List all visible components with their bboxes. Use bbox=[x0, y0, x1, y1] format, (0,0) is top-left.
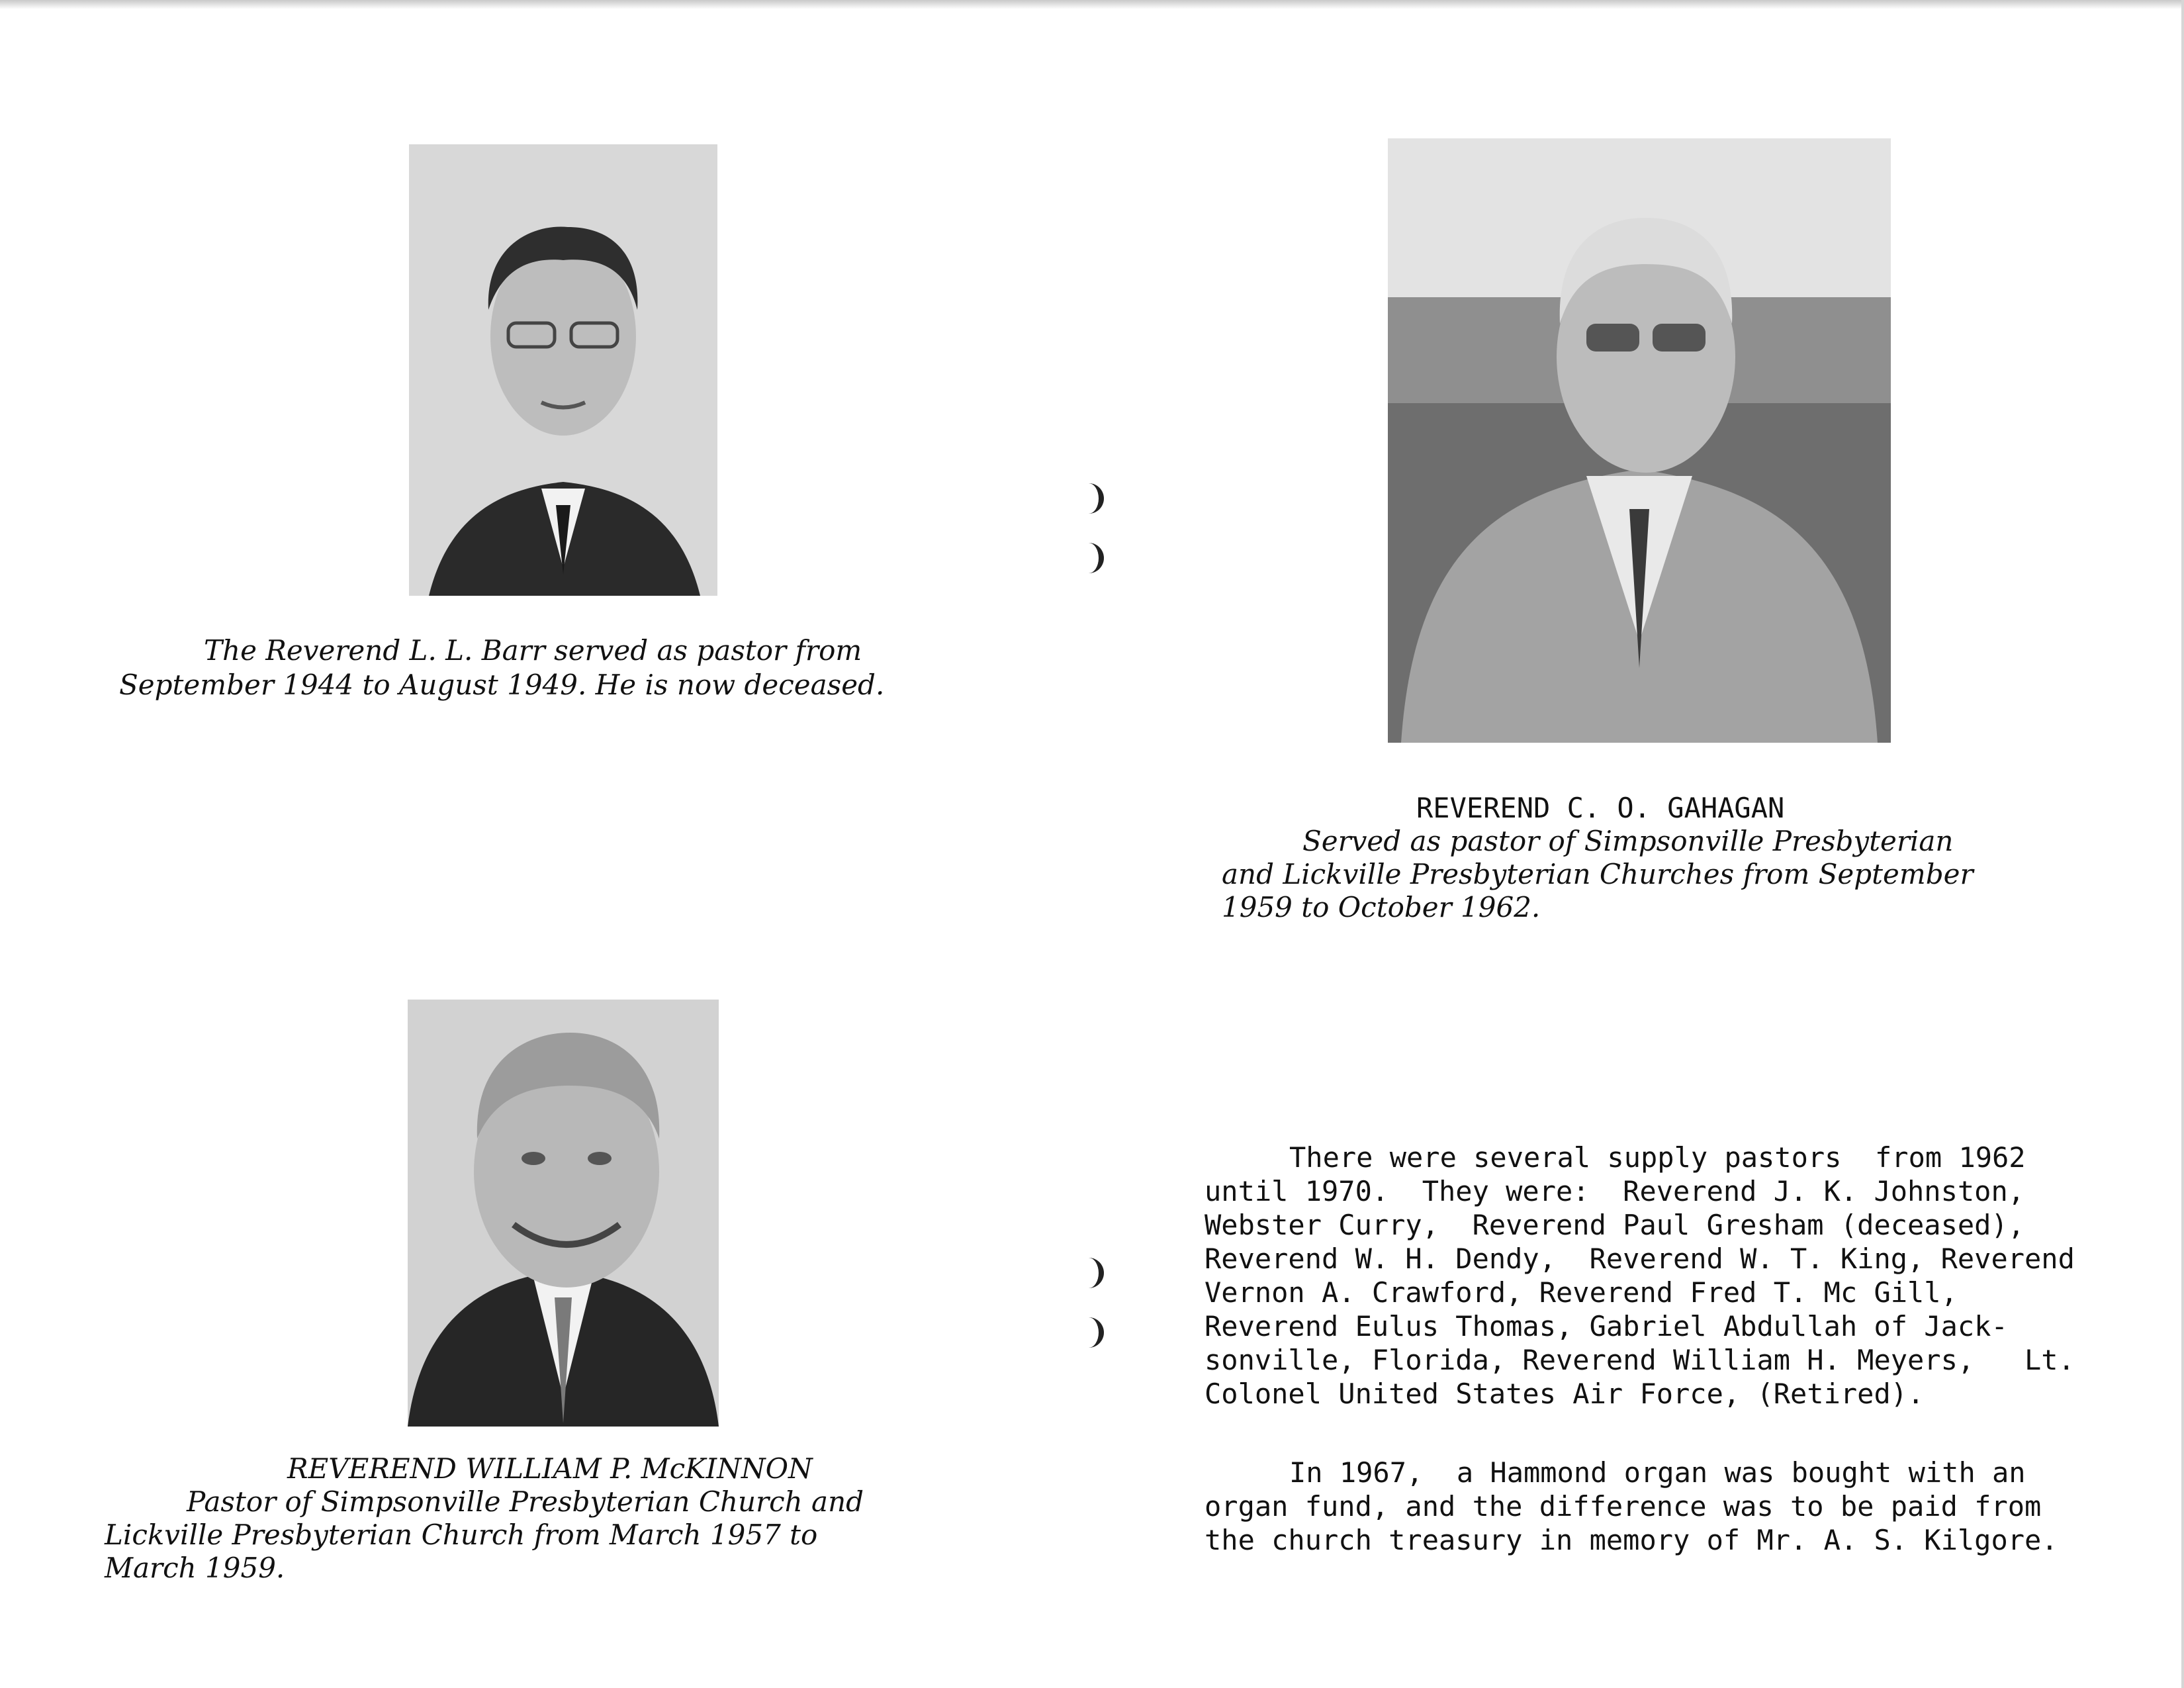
caption-mckinnon-line-1: Pastor of Simpsonville Presbyterian Church and bbox=[187, 1485, 864, 1518]
organ-paragraph-line-2: organ fund, and the difference was to be paid from bbox=[1205, 1490, 2042, 1523]
page-top-edge bbox=[0, 0, 2184, 9]
binder-ring bbox=[1085, 1317, 1104, 1348]
supply-pastors-line-5: Vernon A. Crawford, Reverend Fred T. Mc Gill, bbox=[1205, 1276, 1958, 1309]
organ-paragraph-line-1: In 1967, a Hammond organ was bought with an bbox=[1289, 1456, 2026, 1489]
caption-barr-line-2: September 1944 to August 1949. He is now deceased. bbox=[119, 669, 885, 701]
caption-gahagan-line-3: 1959 to October 1962. bbox=[1222, 891, 1541, 923]
photo-gahagan bbox=[1388, 138, 1891, 743]
caption-barr-line-1: The Reverend L. L. Barr served as pastor from bbox=[204, 634, 862, 667]
supply-pastors-line-4: Reverend W. H. Dendy, Reverend W. T. King, Reverend bbox=[1205, 1243, 2075, 1275]
supply-pastors-line-1: There were several supply pastors from 1962 bbox=[1289, 1141, 2026, 1174]
supply-pastors-line-3: Webster Curry, Reverend Paul Gresham (deceased), bbox=[1205, 1209, 2025, 1241]
caption-gahagan-line-1: Served as pastor of Simpsonville Presbyterian bbox=[1302, 825, 1954, 857]
supply-pastors-line-8: Colonel United States Air Force, (Retired). bbox=[1205, 1378, 1925, 1410]
caption-mckinnon-line-2: Lickville Presbyterian Church from March 1957 to bbox=[105, 1519, 818, 1551]
binder-ring bbox=[1085, 483, 1104, 514]
photo-mckinnon bbox=[408, 1000, 719, 1427]
binder-ring bbox=[1085, 543, 1104, 573]
caption-gahagan-name: REVEREND C. O. GAHAGAN bbox=[1416, 792, 1785, 824]
supply-pastors-line-2: until 1970. They were: Reverend J. K. Johnston, bbox=[1205, 1175, 2025, 1207]
binder-ring bbox=[1085, 1258, 1104, 1288]
supply-pastors-line-7: sonville, Florida, Reverend William H. Meyers, Lt. bbox=[1205, 1344, 2075, 1376]
supply-pastors-line-6: Reverend Eulus Thomas, Gabriel Abdullah of Jack- bbox=[1205, 1310, 2008, 1342]
photo-barr bbox=[409, 144, 717, 596]
page-right-edge bbox=[2181, 0, 2184, 1688]
caption-mckinnon-name: REVEREND WILLIAM P. McKINNON bbox=[287, 1452, 813, 1485]
organ-paragraph-line-3: the church treasury in memory of Mr. A. S. Kilgore. bbox=[1205, 1524, 2058, 1556]
caption-gahagan-line-2: and Lickville Presbyterian Churches from September bbox=[1222, 858, 1974, 890]
caption-mckinnon-line-3: March 1959. bbox=[105, 1552, 285, 1584]
